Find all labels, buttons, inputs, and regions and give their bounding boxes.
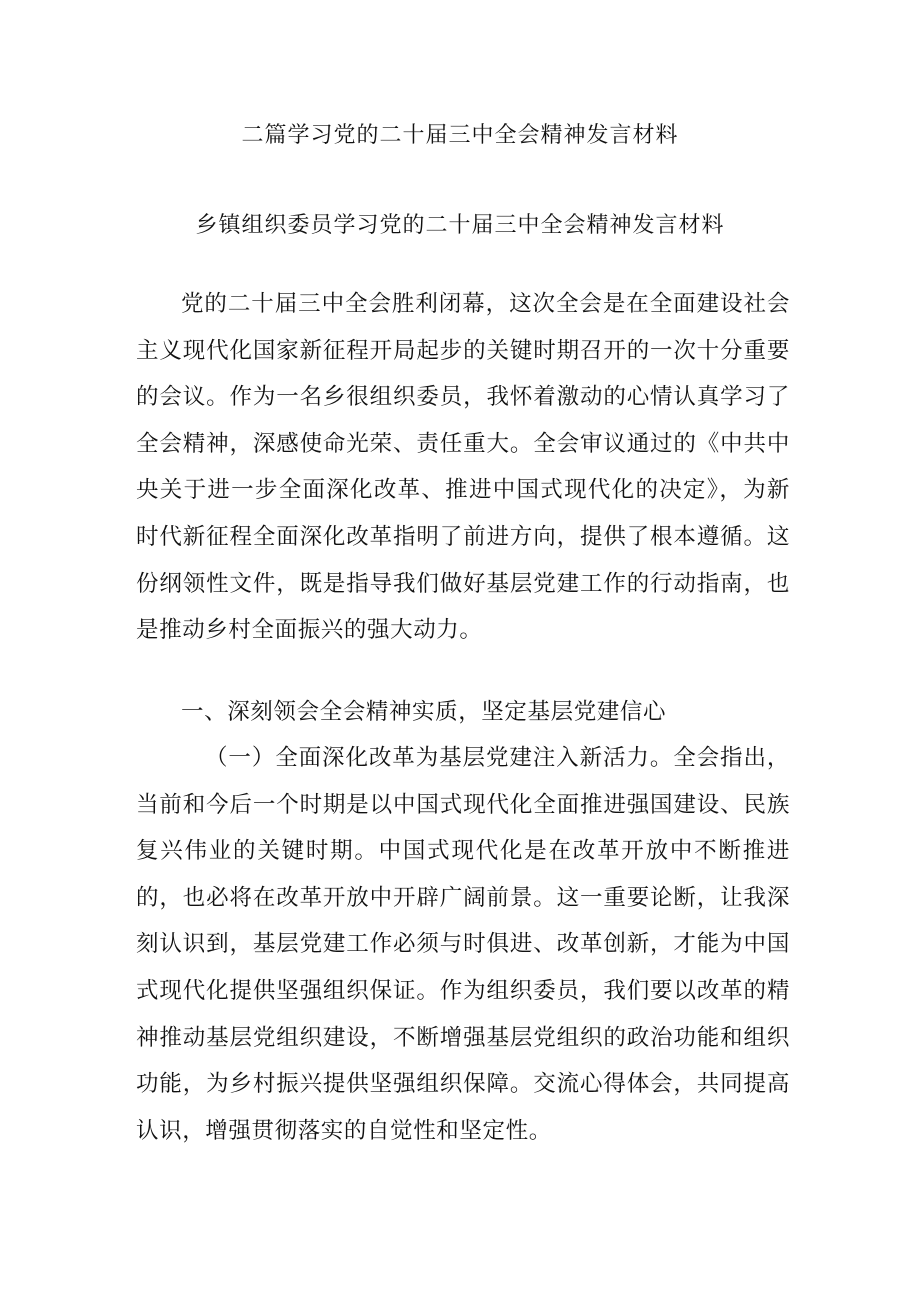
document-title: 二篇学习党的二十届三中全会精神发言材料: [241, 123, 679, 148]
document-subtitle: 乡镇组织委员学习党的二十届三中全会精神发言材料: [195, 213, 725, 238]
intro-paragraph: 党的二十届三中全会胜利闭幕，这次全会是在全面建设社会主义现代化国家新征程开局起步的关键时期召开的一次十分重要的会议。作为一名乡很组织委员，我怀着激动的心情认真学习了全会精神，深感使命光荣、责任重大。全会审议通过的《中共中央关于进一步全面深化改革、推进中国式现代化的决定》，为新时代新征程全面深化改革指明了前进方向，提供了根本遵循。这份纲领性文件，既是指导我们做好基层党建工作的行动指南，也是推动乡村全面振兴的强大动力。: [136, 291, 790, 644]
section-heading: 一、深刻领会全会精神实质，坚定基层党建信心: [181, 699, 667, 725]
subsection-paragraph: （一）全面深化改革为基层党建注入新活力。全会指出，当前和今后一个时期是以中国式现代化全面推进强国建设、民族复兴伟业的关键时期。中国式现代化是在改革开放中不断推进的，也必将在改革开放中开辟广阔前景。这一重要论断，让我深刻认识到，基层党建工作必须与时俱进、改革创新，才能为中国式现代化提供坚强组织保证。作为组织委员，我们要以改革的精神推动基层党组织建设，不断增强基层党组织的政治功能和组织功能，为乡村振兴提供坚强组织保障。交流心得体会，共同提高认识，增强贯彻落实的自觉性和坚定性。: [136, 745, 790, 1144]
